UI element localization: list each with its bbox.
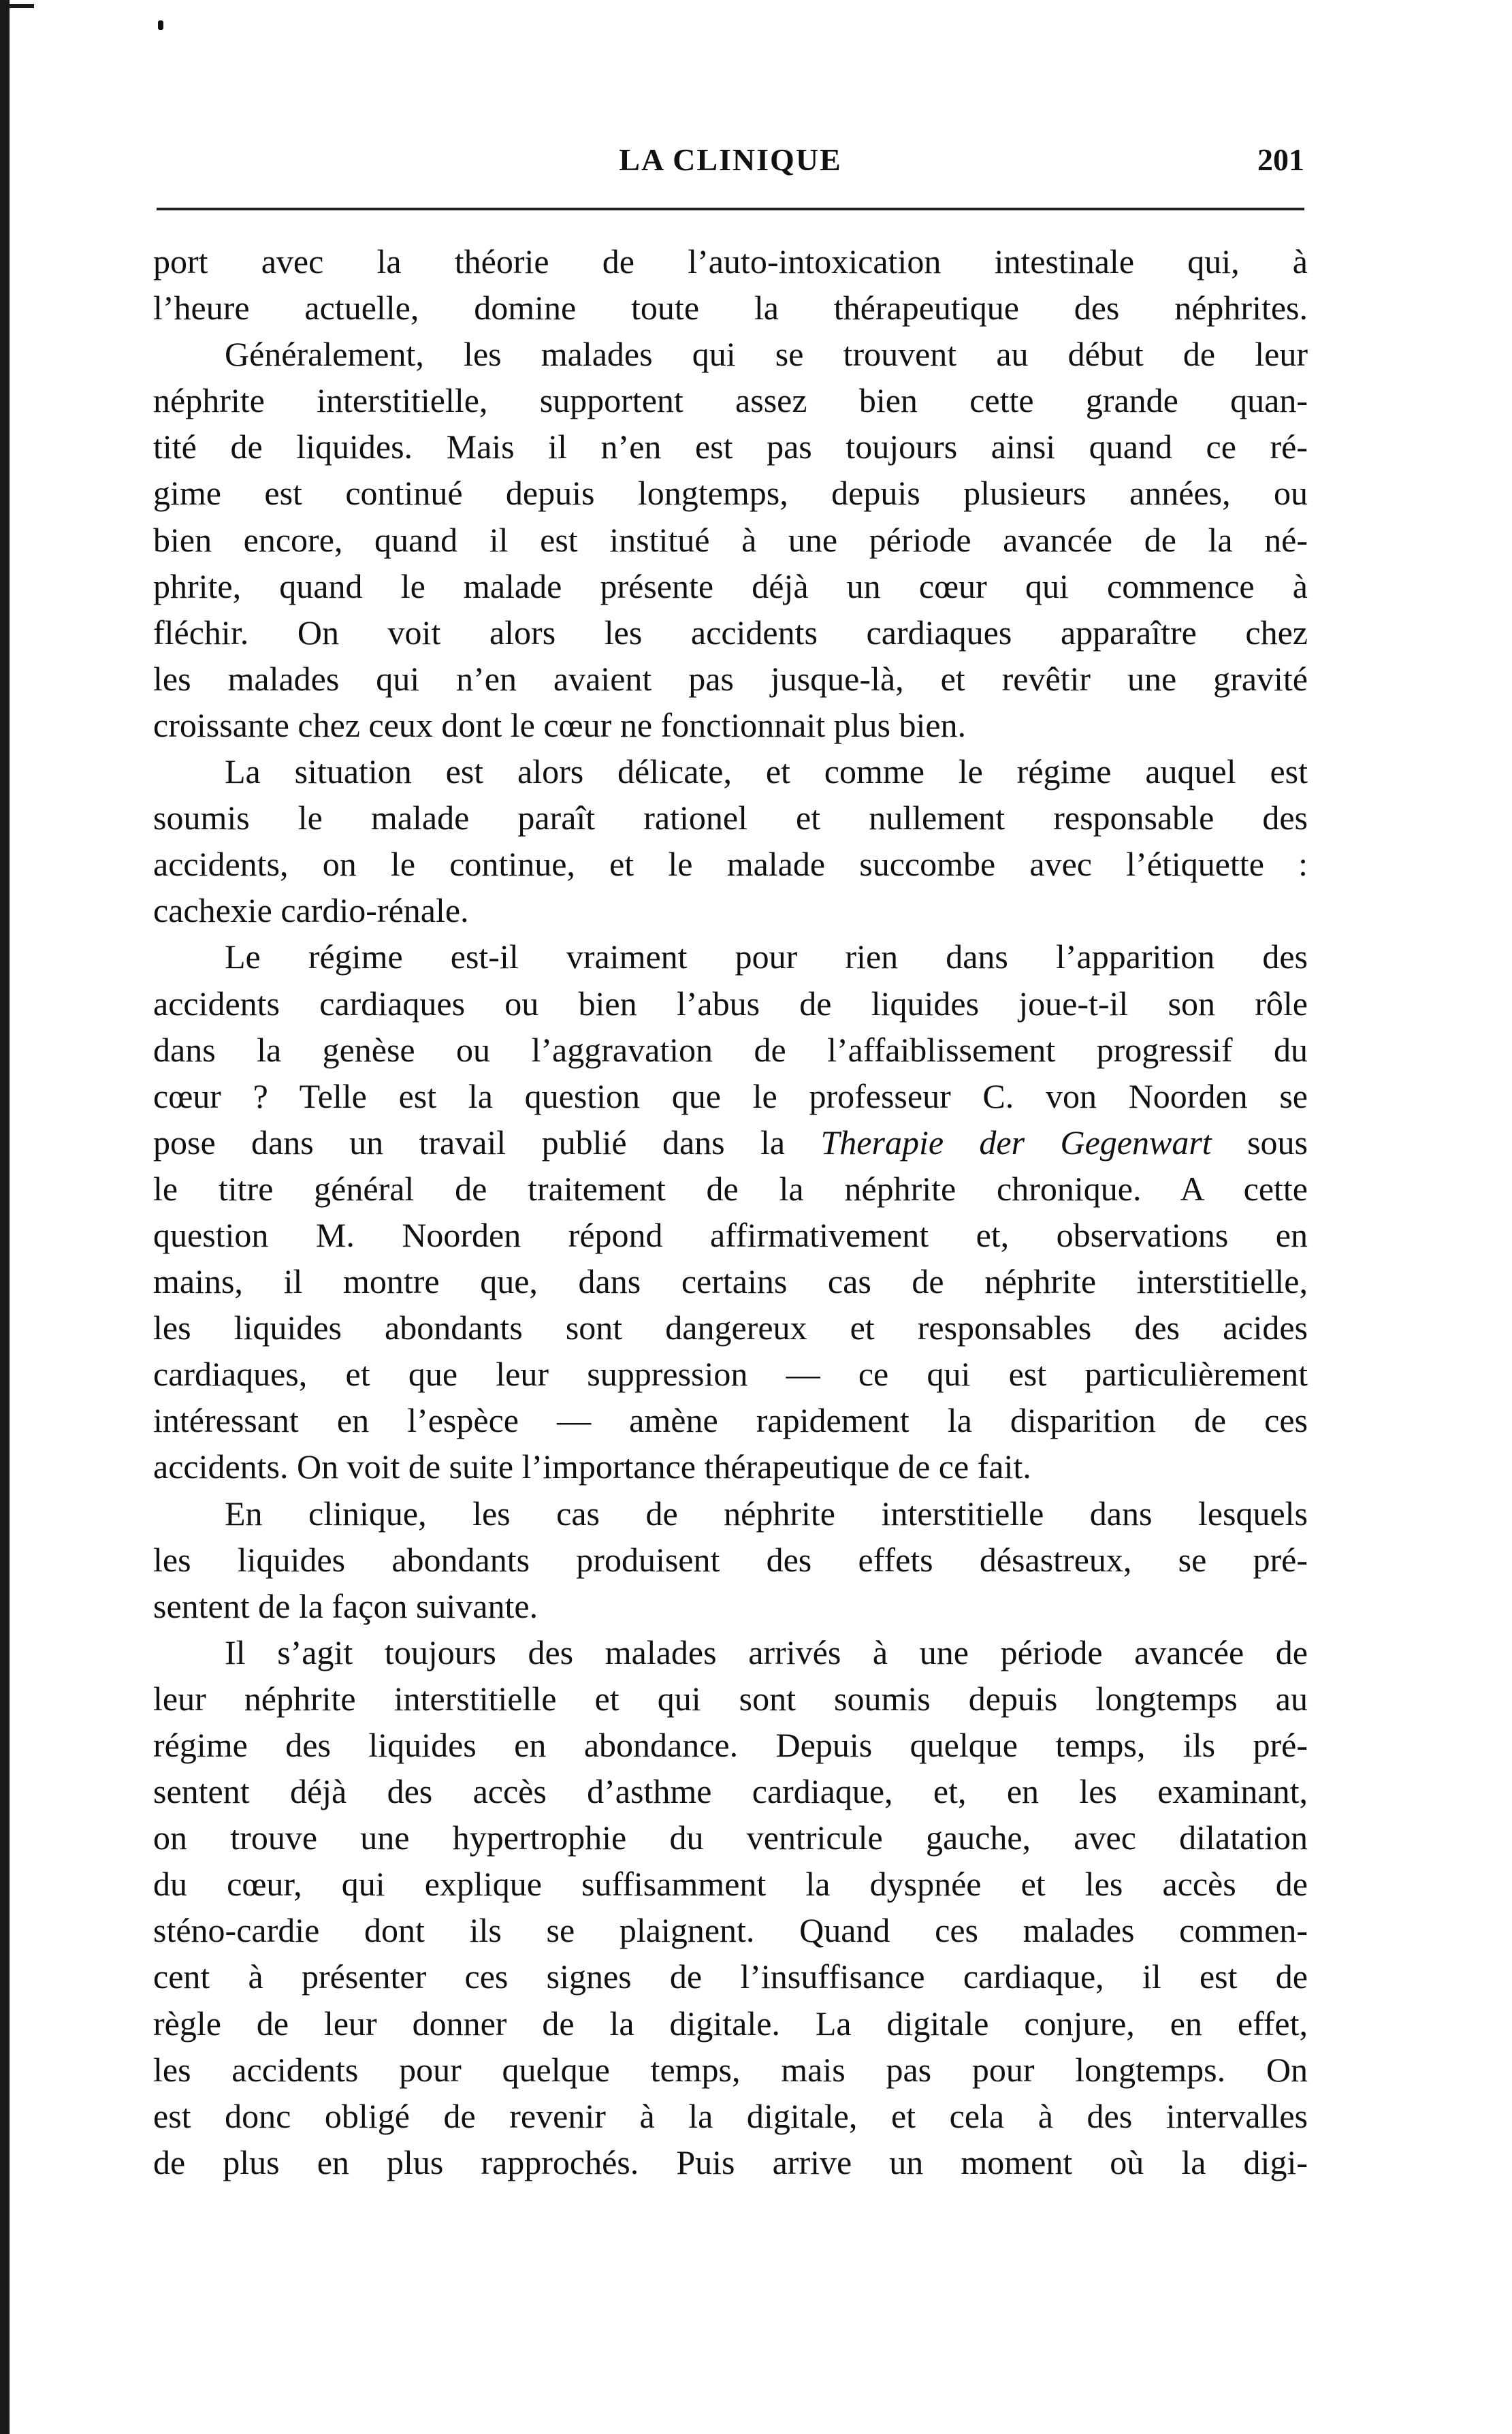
text-line: néphrite interstitielle, supportent assez bien cette grande quan- [153, 381, 1308, 420]
text-line-tail: sous [1211, 1123, 1308, 1162]
text-line: règle de leur donner de la digitale. La digitale conjure, en effet, [153, 2004, 1308, 2043]
running-head-title: LA CLINIQUE [619, 142, 842, 177]
page-number: 201 [1257, 142, 1304, 177]
text-line: fléchir. On voit alors les accidents cardiaques apparaître chez [153, 613, 1308, 652]
text-line: les accidents pour quelque temps, mais pas pour longtemps. On [153, 2050, 1308, 2089]
book-spine-edge [0, 0, 10, 2434]
text-line: l’heure actuelle, domine toute la thérapeutique des néphrites. [153, 289, 1308, 327]
text-line: accidents cardiaques ou bien l’abus de liquides joue-t-il son rôle [153, 984, 1308, 1023]
text-line: tité de liquides. Mais il n’en est pas toujours ainsi quand ce ré- [153, 428, 1308, 466]
text-line: sentent de la façon suivante. [153, 1586, 538, 1625]
text-line: régime des liquides en abondance. Depuis quelque temps, ils pré- [153, 1726, 1308, 1764]
text-line: accidents. On voit de suite l’importance thérapeutique de ce fait. [153, 1447, 1031, 1486]
book-spine-top-mark [10, 4, 34, 8]
text-line: les liquides abondants produisent des effets désastreux, se pré- [153, 1540, 1308, 1579]
text-line: du cœur, qui explique suffisamment la dyspnée et les accès de [153, 1865, 1308, 1904]
text-line: phrite, quand le malade présente déjà un cœur qui commence à [153, 566, 1308, 605]
text-line: sténo-cardie dont ils se plaignent. Quand ces malades commen- [153, 1911, 1308, 1950]
text-line: accidents, on le continue, et le malade succombe avec l’étiquette : [153, 845, 1308, 884]
header-rule [157, 208, 1304, 210]
text-line: Il s’agit toujours des malades arrivés à une période avancée de [225, 1633, 1308, 1671]
text-line: Le régime est-il vraiment pour rien dans l’apparition des [225, 938, 1308, 976]
text-line: La situation est alors délicate, et comme le régime auquel est [225, 752, 1308, 791]
text-line: croissante chez ceux dont le cœur ne fonctionnait plus bien. [153, 705, 967, 744]
text-line: soumis le malade paraît rationel et nullement responsable des [153, 799, 1308, 837]
text-line: En clinique, les cas de néphrite interstitielle dans lesquels [225, 1494, 1308, 1533]
text-line: port avec la théorie de l’auto-intoxication intestinale qui, à [153, 242, 1308, 281]
text-line: gime est continué depuis longtemps, depuis plusieurs années, ou [153, 474, 1308, 513]
text-line: cachexie cardio-rénale. [153, 891, 469, 930]
text-line: cœur ? Telle est la question que le professeur C. von Noorden se [153, 1076, 1308, 1115]
running-head [157, 136, 1304, 197]
text-line: dans la genèse ou l’aggravation de l’affaiblissement progressif du [153, 1030, 1308, 1069]
text-line: les liquides abondants sont dangereux et responsables des acides [153, 1309, 1308, 1347]
text-line: leur néphrite interstitielle et qui sont soumis depuis longtemps au [153, 1679, 1308, 1718]
text-line-lead: pose dans un travail publié dans la [153, 1123, 821, 1162]
text-line: le titre général de traitement de la néphrite chronique. A cette [153, 1169, 1308, 1208]
text-line: est donc obligé de revenir à la digitale, et cela à des intervalles [153, 2096, 1308, 2135]
text-line [153, 1119, 1308, 1166]
journal-title: Therapie der Gegenwart [820, 1123, 1212, 1162]
text-line: intéressant en l’espèce — amène rapidement la disparition de ces [153, 1401, 1308, 1440]
text-line: on trouve une hypertrophie du ventricule gauche, avec dilatation [153, 1819, 1308, 1857]
text-line: sentent déjà des accès d’asthme cardiaque, et, en les examinant, [153, 1772, 1308, 1811]
text-line: Généralement, les malades qui se trouvent au début de leur [225, 335, 1308, 374]
text-line: mains, il montre que, dans certains cas de néphrite interstitielle, [153, 1262, 1308, 1301]
text-line: les malades qui n’en avaient pas jusque-là, et revêtir une gravité [153, 659, 1308, 698]
text-line: cent à présenter ces signes de l’insuffisance cardiaque, il est de [153, 1957, 1308, 1996]
text-line: cardiaques, et que leur suppression — ce qui est particulièrement [153, 1355, 1308, 1394]
text-line: de plus en plus rapprochés. Puis arrive un moment où la digi- [153, 2143, 1308, 2181]
text-line: bien encore, quand il est institué à une période avancée de la né- [153, 520, 1308, 559]
text-line: question M. Noorden répond affirmativement et, observations en [153, 1215, 1308, 1254]
ink-speck [158, 20, 163, 30]
page-body-text [153, 238, 1308, 2185]
